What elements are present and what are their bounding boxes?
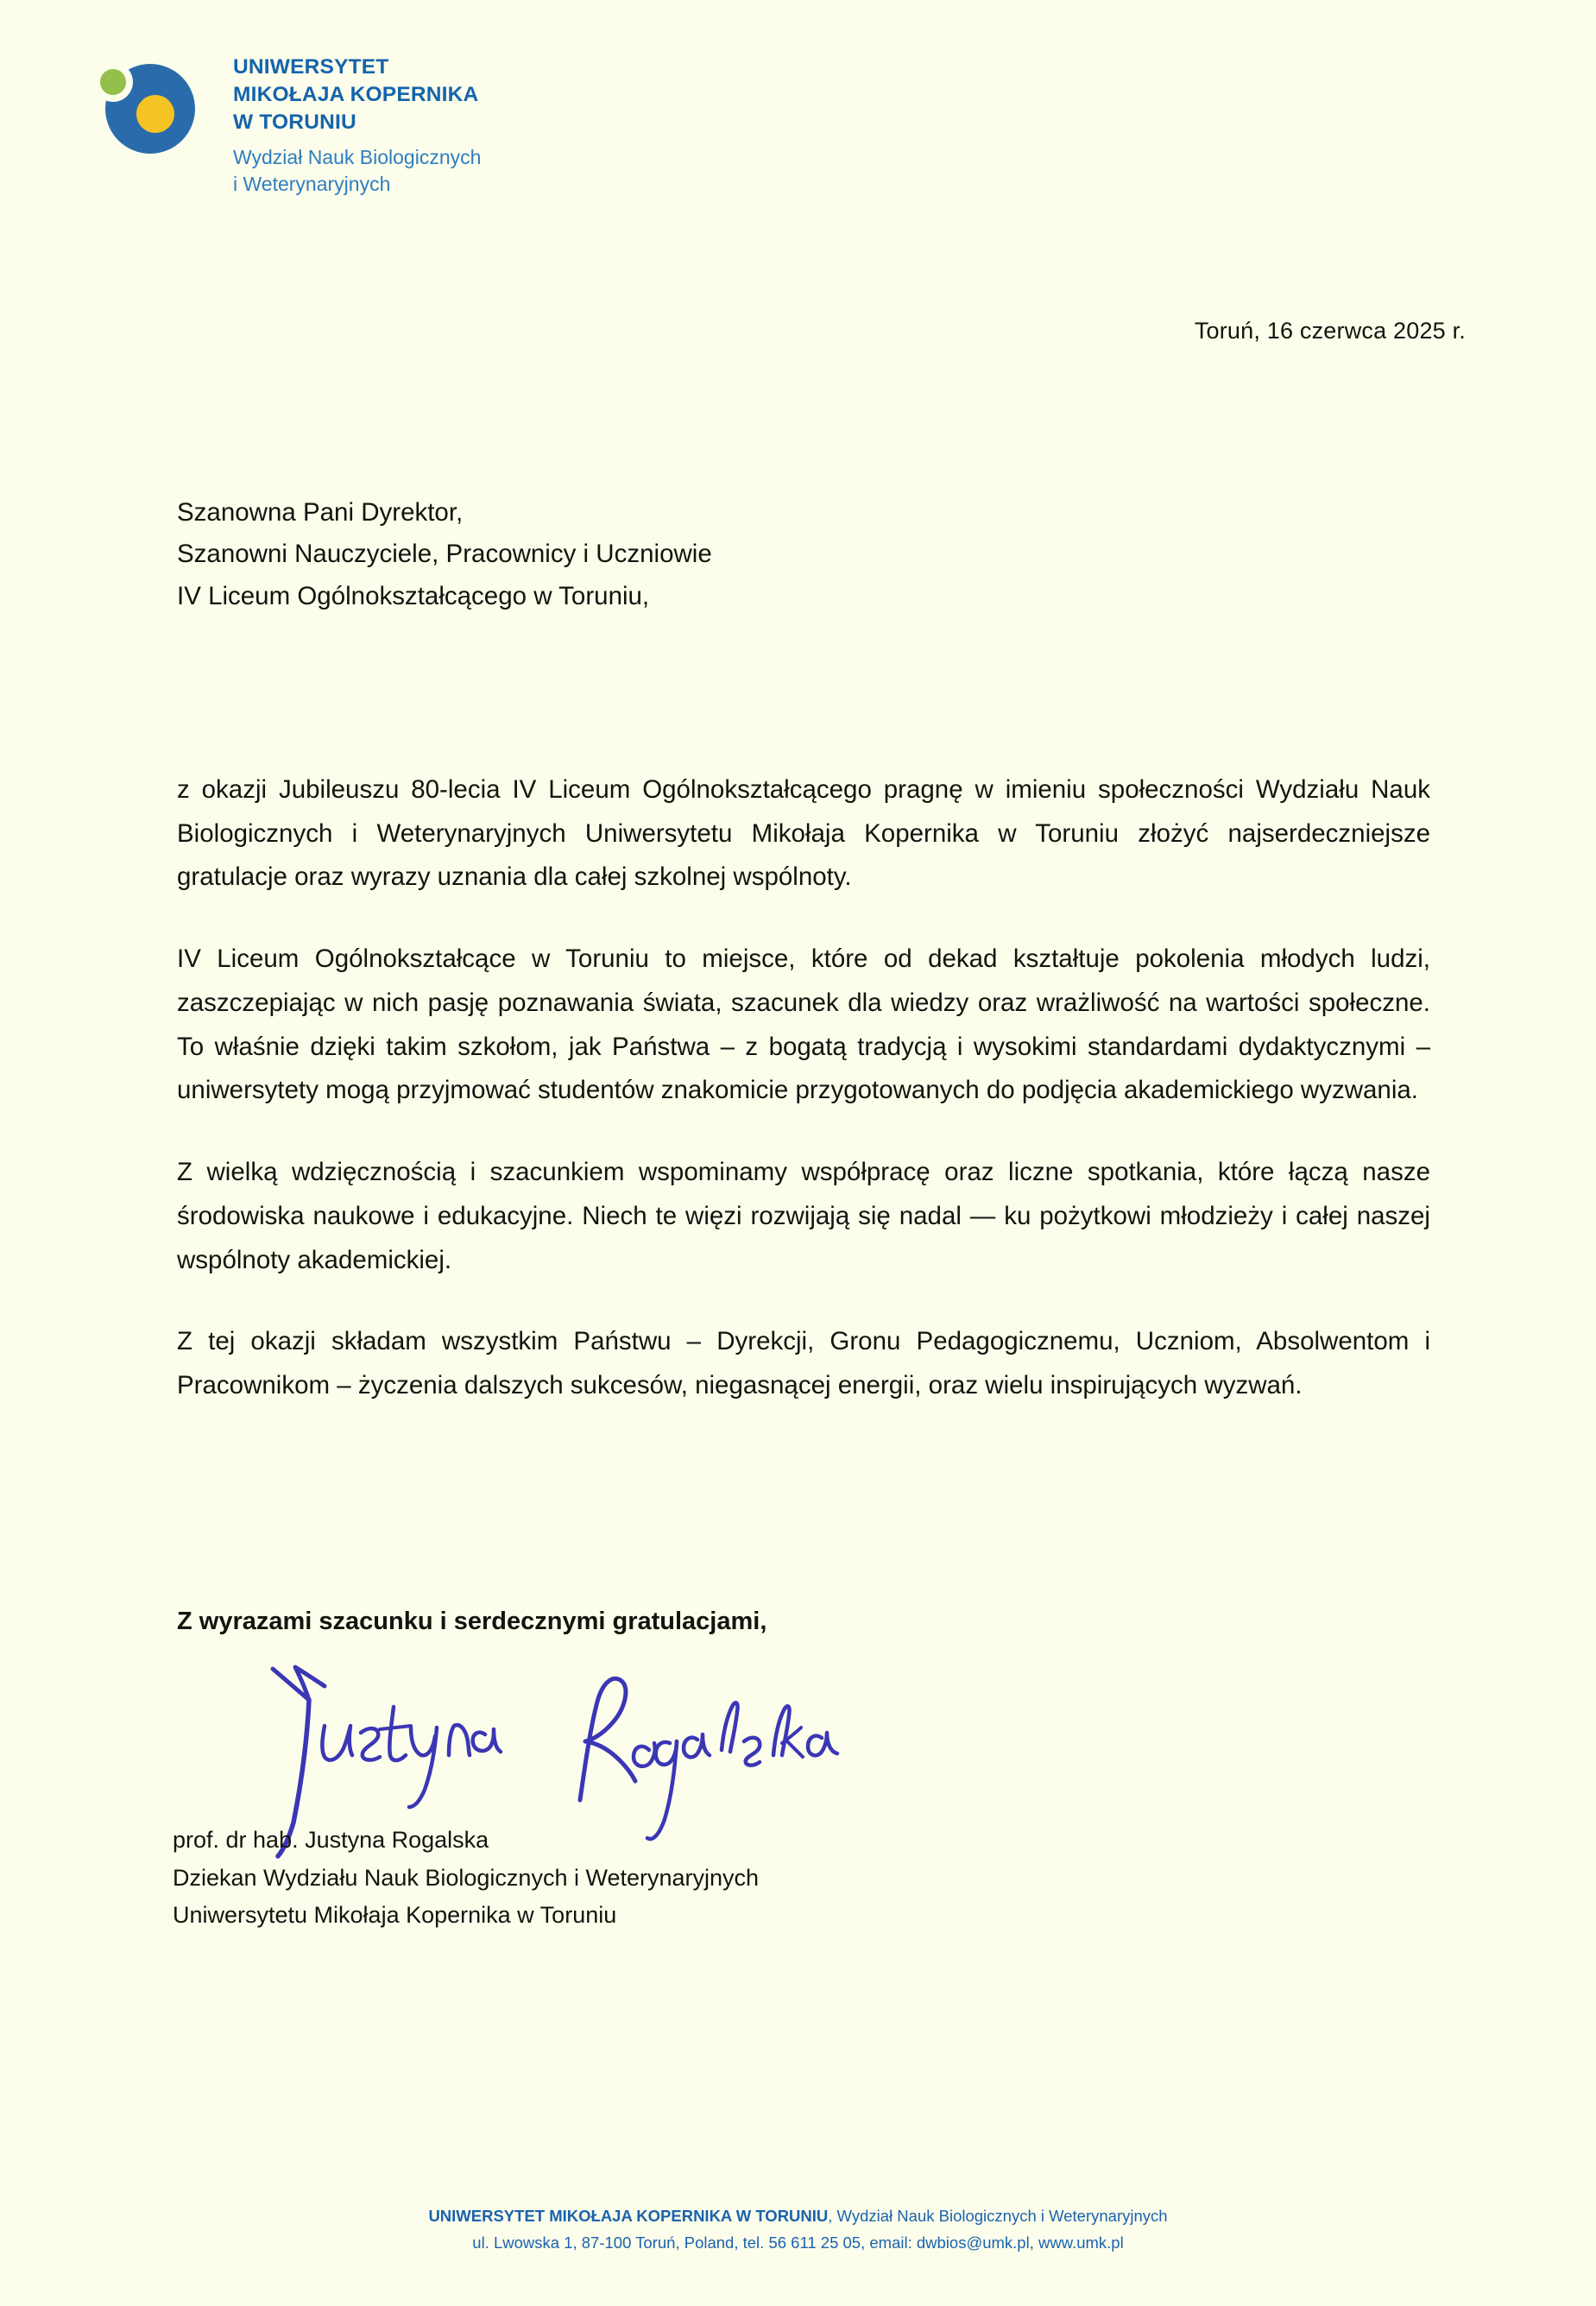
salutation-line-2: Szanowni Nauczyciele, Pracownicy i Uczniowie <box>177 540 712 569</box>
letterhead-faculty-block <box>233 144 481 197</box>
footer-university-name: UNIWERSYTET MIKOŁAJA KOPERNIKA W TORUNIU <box>428 2207 829 2225</box>
letterhead-university-line-1: UNIWERSYTET <box>233 55 389 79</box>
body-paragraph-4: Z tej okazji składam wszystkim Państwu – Dyrekcji, Gronu Pedagogicznemu, Uczniom, Absolwentom i Pracownikom – życzenia dalszych sukcesów, niegasnącej energii, oraz wielu inspirujących wyzwań. <box>177 1327 1430 1400</box>
letter-body <box>177 768 1430 1408</box>
page-footer <box>0 2203 1596 2256</box>
letterhead-faculty-line-2: i Weterynaryjnych <box>233 172 391 195</box>
salutation-line-3: IV Liceum Ogólnokształcącego w Toruniu, <box>177 581 650 610</box>
letterhead-text <box>233 50 481 197</box>
date-line: Toruń, 16 czerwca 2025 r. <box>1194 318 1466 344</box>
body-paragraph-3: Z wielką wdzięcznością i szacunkiem wspominamy współpracę oraz liczne spotkania, które łączą nasze środowiska naukowe i edukacyjne. Niech te więzi rozwijają się nadal — ku pożytkowi młodzieży i całej naszej wspólnoty akademickiej. <box>177 1158 1430 1274</box>
letterhead <box>86 50 481 197</box>
letterhead-university-line-3: W TORUNIU <box>233 111 356 135</box>
letterhead-university-line-2: MIKOŁAJA KOPERNIKA <box>233 83 479 107</box>
body-paragraph-2: IV Liceum Ogólnokształcące w Toruniu to miejsce, które od dekad kształtuje pokolenia młodych ludzi, zaszczepiając w nich pasję poznawania świata, szacunek dla wiedzy oraz wrażliwość na wartości społeczne. To właśnie dzięki takim szkołom, jak Państwa – z bogatą tradycją i wysokimi standardami dydaktycznymi – uniwersytety mogą przyjmować studentów znakomicie przygotowanych do podjęcia akademickiego wyzwania. <box>177 945 1430 1105</box>
footer-contact-line: ul. Lwowska 1, 87-100 Toruń, Poland, tel. 56 611 25 05, email: dwbios@umk.pl, www.umk.pl <box>472 2233 1124 2252</box>
umk-logo-icon <box>86 55 193 166</box>
footer-faculty-name: , Wydział Nauk Biologicznych i Weterynaryjnych <box>828 2207 1168 2225</box>
logo-yellow-dot-icon <box>136 95 174 133</box>
closing-line: Z wyrazami szacunku i serdecznymi gratulacjami, <box>177 1608 767 1635</box>
signer-title: Dziekan Wydziału Nauk Biologicznych i Weterynaryjnych <box>173 1864 760 1891</box>
salutation-block <box>177 492 1403 617</box>
logo-green-dot-icon <box>100 69 126 95</box>
signer-institution: Uniwersytetu Mikołaja Kopernika w Toruniu <box>173 1902 617 1929</box>
signer-name: prof. dr hab. Justyna Rogalska <box>173 1827 489 1853</box>
footer-line-1 <box>0 2203 1596 2230</box>
signer-block <box>173 1822 759 1935</box>
body-paragraph-1: z okazji Jubileuszu 80-lecia IV Liceum Ogólnokształcącego pragnę w imieniu społeczności Wydziału Nauk Biologicznych i Weterynaryjnych Uniwersytetu Mikołaja Kopernika w Toruniu złożyć najserdeczniejsze gratulacje oraz wyrazy uznania dla całej szkolnej wspólnoty. <box>177 775 1430 892</box>
letterhead-faculty-line-1: Wydział Nauk Biologicznych <box>233 146 482 169</box>
salutation-line-1: Szanowna Pani Dyrektor, <box>177 498 464 527</box>
